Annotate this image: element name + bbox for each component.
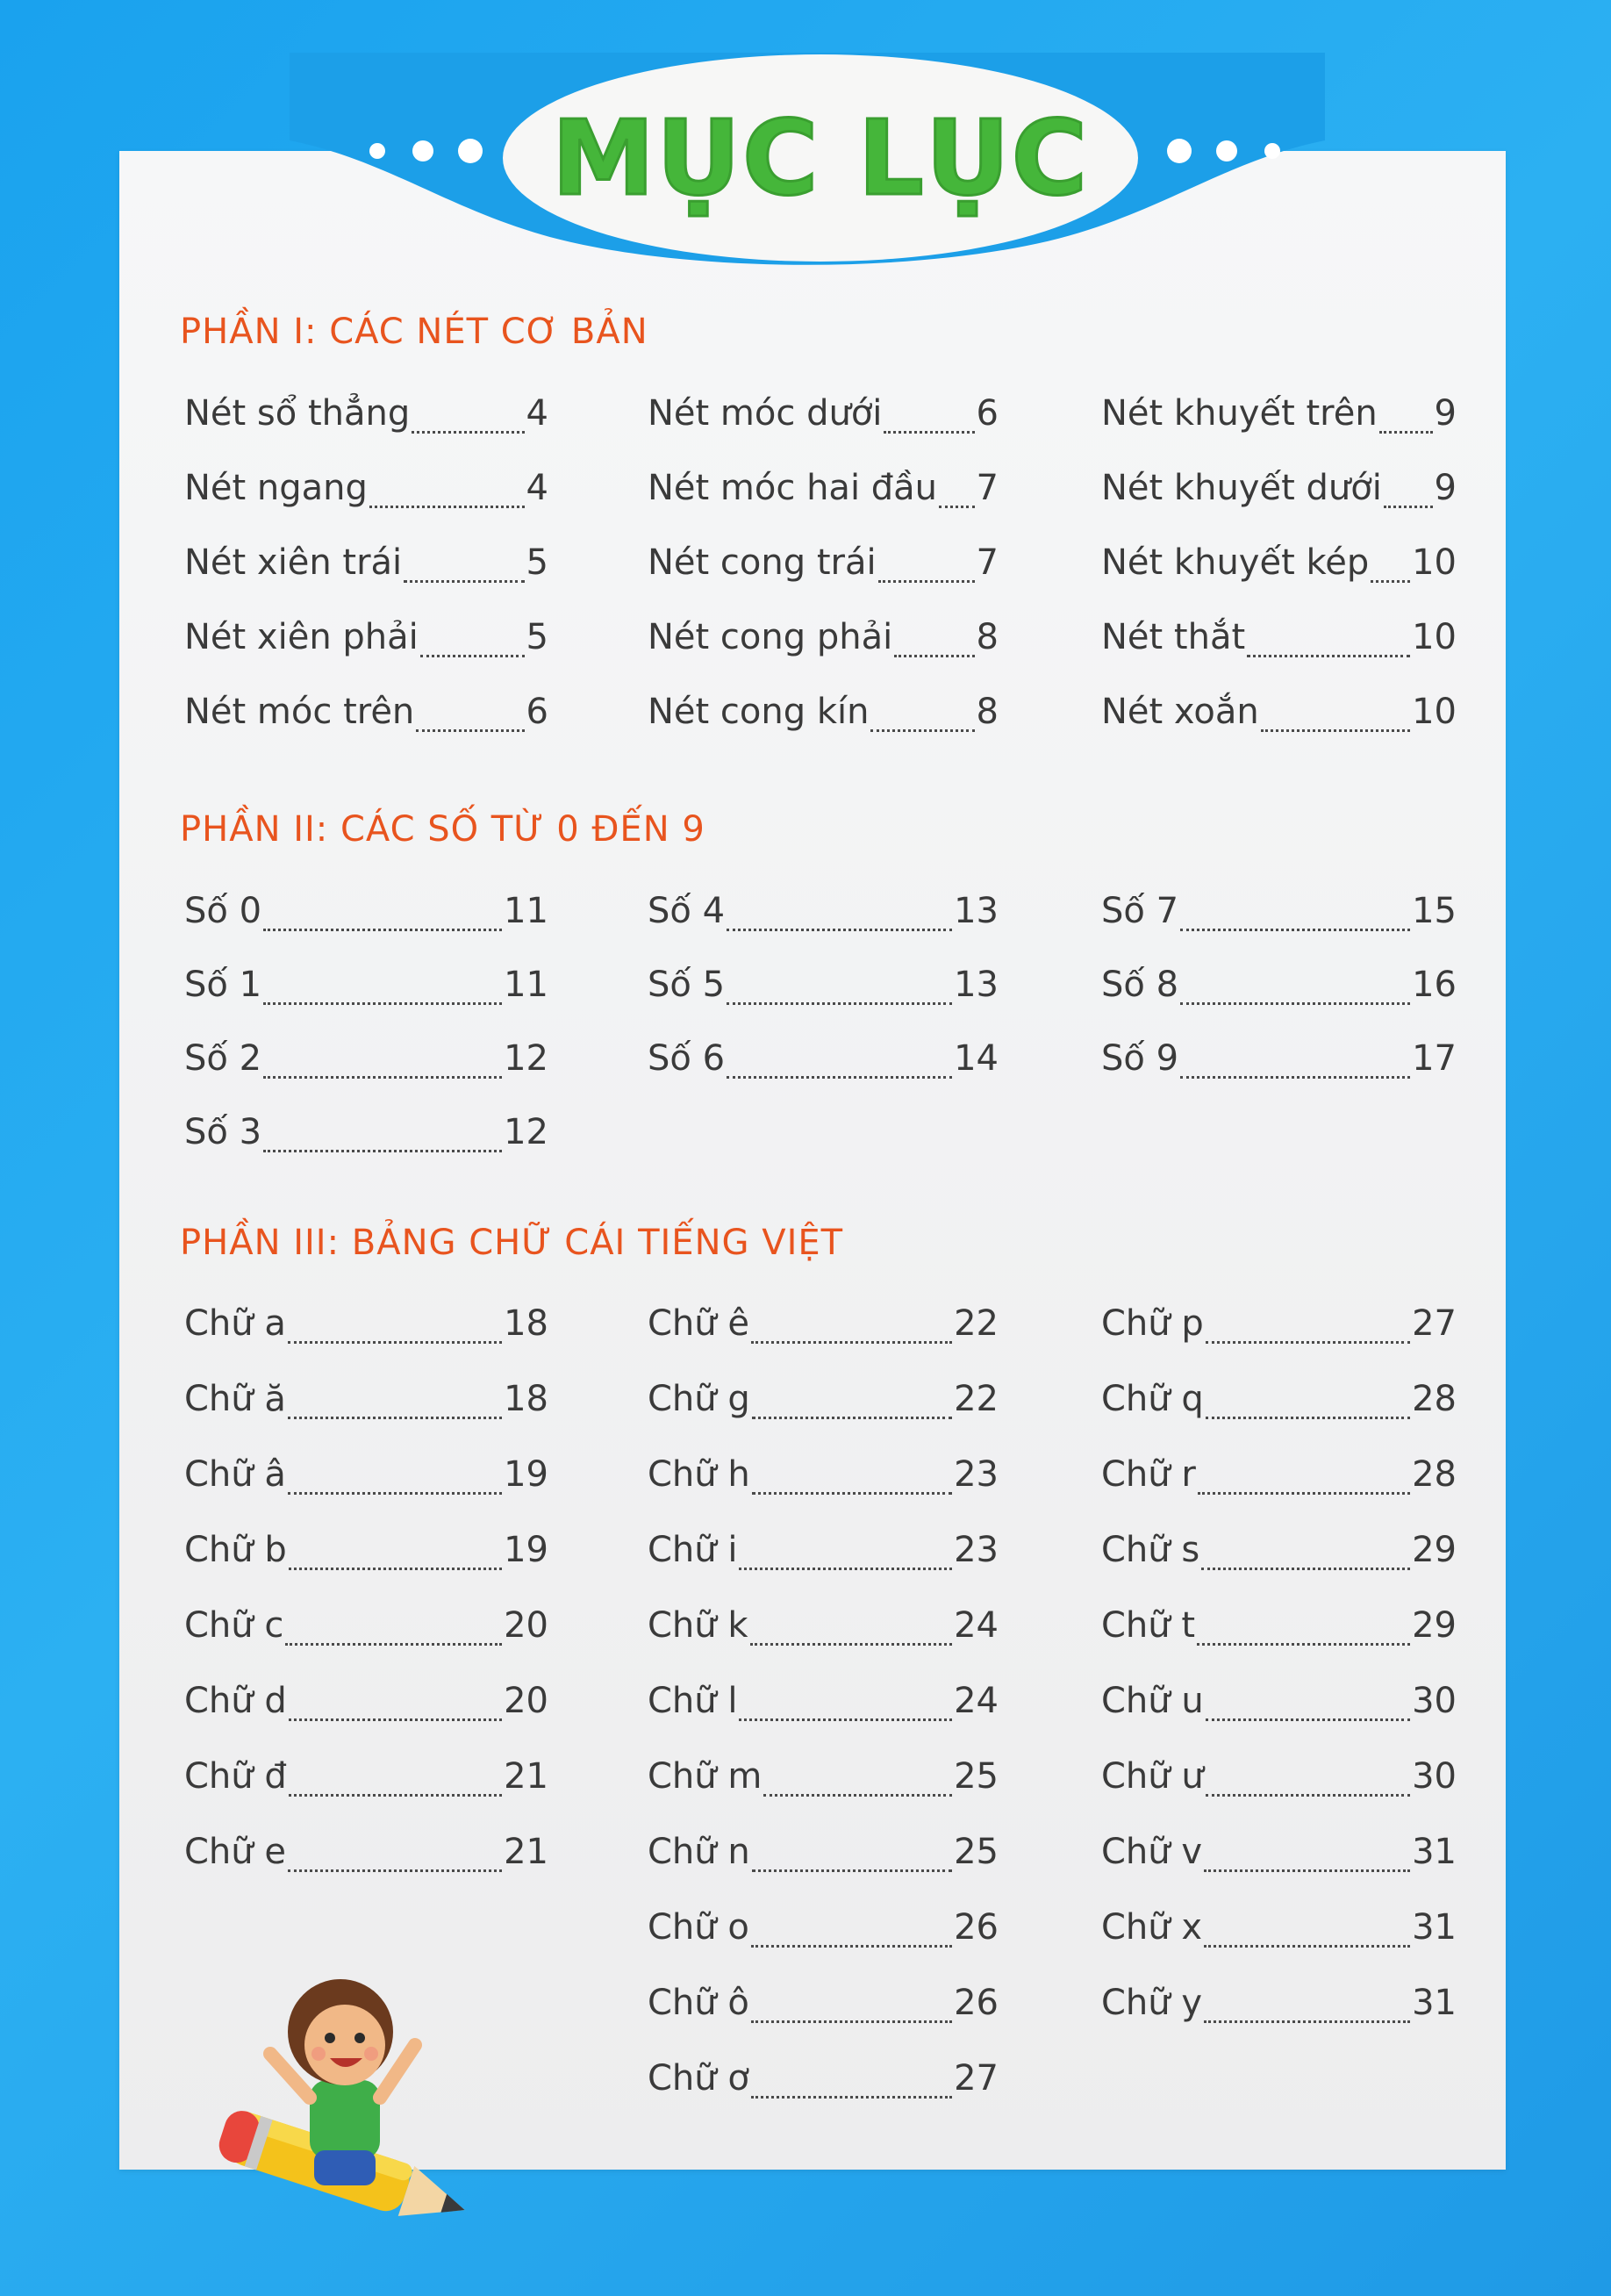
toc-entry-label: Chữ p: [1101, 1303, 1204, 1344]
toc-entry[interactable]: [1101, 891, 1457, 944]
toc-entry-label: Chữ ô: [648, 1983, 749, 2023]
toc-entry[interactable]: [648, 1832, 999, 1884]
toc-entry-label: Số 2: [184, 1038, 262, 1079]
dot-leader: [263, 1071, 502, 1079]
dot-right-2: [1216, 140, 1237, 161]
toc-entry-label: Chữ a: [184, 1303, 286, 1344]
toc-entry[interactable]: [1101, 542, 1457, 595]
dot-leader: [763, 1789, 952, 1797]
toc-entry-page-number: 19: [504, 1530, 548, 1570]
toc-entry-page-number: 29: [1412, 1605, 1457, 1646]
toc-entry[interactable]: [184, 1832, 548, 1884]
toc-entry-page-number: 13: [954, 965, 999, 1005]
toc-entry[interactable]: [1101, 1038, 1457, 1091]
dot-leader: [289, 1713, 502, 1721]
dot-leader: [1371, 575, 1410, 583]
toc-entry[interactable]: [184, 393, 548, 446]
dot-leader: [939, 500, 975, 508]
toc-entry[interactable]: [648, 965, 999, 1017]
dot-leader: [1201, 1562, 1410, 1570]
toc-entry-page-number: 5: [526, 542, 548, 583]
toc-entry-page-number: 24: [954, 1681, 999, 1721]
toc-entry[interactable]: [184, 542, 548, 595]
toc-entry-label: Số 9: [1101, 1038, 1179, 1079]
dot-leader: [1206, 1336, 1410, 1344]
toc-entry-label: Chữ d: [184, 1681, 287, 1721]
toc-entry-page-number: 8: [976, 692, 999, 732]
dot-leader: [894, 649, 974, 657]
toc-entry[interactable]: [1101, 1454, 1457, 1507]
toc-entry-page-number: 29: [1412, 1530, 1457, 1570]
toc-entry[interactable]: [648, 891, 999, 944]
dot-leader: [1206, 1411, 1410, 1419]
dot-leader: [1247, 649, 1410, 657]
toc-entry-page-number: 20: [504, 1681, 548, 1721]
toc-entry[interactable]: [184, 1379, 548, 1431]
toc-entry[interactable]: [648, 1756, 999, 1809]
toc-entry-page-number: 16: [1412, 965, 1457, 1005]
toc-entry-label: Chữ o: [648, 1907, 749, 1948]
dot-leader: [289, 1789, 502, 1797]
toc-entry[interactable]: [184, 891, 548, 944]
dot-leader: [288, 1487, 502, 1495]
dot-leader: [412, 426, 524, 434]
toc-entry-label: Chữ u: [1101, 1681, 1204, 1721]
dot-leader: [420, 649, 525, 657]
toc-entry-label: Chữ s: [1101, 1530, 1200, 1570]
toc-entry[interactable]: [648, 1303, 999, 1356]
dot-leader: [752, 1487, 952, 1495]
toc-entry-page-number: 25: [954, 1756, 999, 1797]
dot-leader: [1180, 997, 1410, 1005]
dot-leader: [751, 1940, 952, 1948]
dot-leader: [1206, 1789, 1410, 1797]
toc-entry-label: Chữ g: [648, 1379, 750, 1419]
dot-left-1: [369, 143, 385, 159]
toc-entry-label: Nét cong trái: [648, 542, 877, 583]
toc-entry-label: Chữ t: [1101, 1605, 1196, 1646]
toc-entry-label: Chữ ơ: [648, 2058, 749, 2099]
toc-entry-label: Chữ e: [184, 1832, 286, 1872]
toc-entry-page-number: 18: [504, 1303, 548, 1344]
dot-left-2: [412, 140, 433, 161]
toc-entry-label: Số 6: [648, 1038, 726, 1079]
dot-leader: [1379, 426, 1433, 434]
toc-entry-page-number: 10: [1412, 542, 1457, 583]
dot-leader: [1204, 1940, 1410, 1948]
toc-entry-page-number: 31: [1412, 1907, 1457, 1948]
dot-leader: [1206, 1713, 1410, 1721]
toc-entry[interactable]: [1101, 1605, 1457, 1658]
page-title: MỤC LỤC: [551, 97, 1090, 219]
toc-entry-label: Nét xoắn: [1101, 692, 1259, 732]
toc-entry-label: Chữ q: [1101, 1379, 1204, 1419]
toc-entry-label: Chữ â: [184, 1454, 286, 1495]
toc-entry-label: Chữ n: [648, 1832, 750, 1872]
toc-entry-label: Nét thắt: [1101, 617, 1246, 657]
toc-entry-label: Chữ k: [648, 1605, 748, 1646]
toc-entry-page-number: 6: [976, 393, 999, 434]
dot-leader: [285, 1638, 502, 1646]
toc-entry-page-number: 18: [504, 1379, 548, 1419]
toc-entry[interactable]: [648, 692, 999, 744]
toc-entry-page-number: 17: [1412, 1038, 1457, 1079]
dot-leader: [884, 426, 974, 434]
toc-entry-page-number: 4: [526, 468, 548, 508]
toc-entry[interactable]: [1101, 1907, 1457, 1960]
toc-entry-label: Chữ y: [1101, 1983, 1203, 2023]
dot-leader: [369, 500, 525, 508]
toc-entry[interactable]: [184, 965, 548, 1017]
toc-entry-label: Nét ngang: [184, 468, 368, 508]
toc-entry-label: Chữ ê: [648, 1303, 749, 1344]
toc-entry[interactable]: [648, 1038, 999, 1091]
dot-leader: [404, 575, 524, 583]
toc-entry-page-number: 28: [1412, 1379, 1457, 1419]
toc-entry-label: Chữ ư: [1101, 1756, 1204, 1797]
dot-right-1: [1167, 139, 1192, 163]
toc-entry-label: Nét móc trên: [184, 692, 415, 732]
dot-leader: [1204, 2015, 1410, 2023]
dot-leader: [1197, 1638, 1410, 1646]
dot-leader: [727, 923, 952, 931]
toc-entry-label: Số 0: [184, 891, 262, 931]
toc-entry[interactable]: [1101, 468, 1457, 520]
toc-entry[interactable]: [648, 1605, 999, 1658]
dot-leader: [739, 1713, 952, 1721]
section-title: PHẦN II: CÁC SỐ TỪ 0 ĐẾN 9: [180, 809, 705, 850]
toc-entry-page-number: 9: [1434, 393, 1457, 434]
toc-entry[interactable]: [1101, 617, 1457, 670]
toc-entry[interactable]: [648, 1379, 999, 1431]
dot-leader: [1180, 923, 1410, 931]
dot-leader: [263, 1144, 502, 1152]
toc-entry-page-number: 15: [1412, 891, 1457, 931]
dot-right-3: [1264, 143, 1280, 159]
toc-entry-label: Số 3: [184, 1112, 262, 1152]
toc-entry-page-number: 23: [954, 1454, 999, 1495]
toc-entry-page-number: 6: [526, 692, 548, 732]
dot-leader: [752, 1864, 952, 1872]
toc-entry-label: Chữ c: [184, 1605, 284, 1646]
toc-entry-page-number: 11: [504, 891, 548, 931]
dot-leader: [870, 724, 974, 732]
toc-entry-page-number: 31: [1412, 1983, 1457, 2023]
toc-entry[interactable]: [648, 1454, 999, 1507]
dot-leader: [727, 1071, 952, 1079]
toc-entry-page-number: 5: [526, 617, 548, 657]
toc-entry-label: Số 4: [648, 891, 726, 931]
toc-entry-page-number: 4: [526, 393, 548, 434]
toc-entry-page-number: 10: [1412, 617, 1457, 657]
toc-entry[interactable]: [648, 1907, 999, 1960]
toc-entry-label: Nét móc hai đầu: [648, 468, 938, 508]
toc-entry-page-number: 7: [976, 468, 999, 508]
kid-on-pencil-illustration: [218, 1948, 481, 2247]
toc-entry-label: Chữ l: [648, 1681, 738, 1721]
toc-entry-label: Nét khuyết kép: [1101, 542, 1370, 583]
toc-entry-label: Chữ đ: [184, 1756, 287, 1797]
toc-entry[interactable]: [1101, 1379, 1457, 1431]
toc-entry-page-number: 21: [504, 1756, 548, 1797]
dot-leader: [727, 997, 952, 1005]
toc-entry-label: Nét cong phải: [648, 617, 893, 657]
toc-entry[interactable]: [648, 393, 999, 446]
dot-leader: [751, 1336, 952, 1344]
toc-entry[interactable]: [184, 1303, 548, 1356]
dot-leader: [416, 724, 524, 732]
dot-leader: [1198, 1487, 1410, 1495]
toc-entry-label: Số 7: [1101, 891, 1179, 931]
toc-entry-label: Chữ x: [1101, 1907, 1203, 1948]
toc-entry-page-number: 24: [954, 1605, 999, 1646]
toc-entry-page-number: 31: [1412, 1832, 1457, 1872]
toc-entry-label: Nét khuyết trên: [1101, 393, 1378, 434]
toc-entry-page-number: 22: [954, 1379, 999, 1419]
toc-entry-page-number: 28: [1412, 1454, 1457, 1495]
toc-entry-page-number: 20: [504, 1605, 548, 1646]
toc-entry[interactable]: [184, 1605, 548, 1658]
toc-entry-page-number: 22: [954, 1303, 999, 1344]
toc-entry-label: Nét cong kín: [648, 692, 870, 732]
toc-entry[interactable]: [648, 542, 999, 595]
dot-leader: [750, 1638, 953, 1646]
toc-entry-page-number: 19: [504, 1454, 548, 1495]
dot-leader: [263, 923, 502, 931]
toc-entry-page-number: 8: [976, 617, 999, 657]
toc-entry-page-number: 9: [1434, 468, 1457, 508]
dot-leader: [1384, 500, 1433, 508]
toc-entry[interactable]: [1101, 1983, 1457, 2035]
dot-left-3: [458, 139, 483, 163]
toc-entry-page-number: 30: [1412, 1681, 1457, 1721]
toc-entry-label: Nét xiên trái: [184, 542, 403, 583]
toc-entry-page-number: 27: [1412, 1303, 1457, 1344]
toc-entry-label: Chữ ă: [184, 1379, 286, 1419]
dot-leader: [751, 2091, 952, 2099]
toc-entry[interactable]: [1101, 1756, 1457, 1809]
toc-entry-page-number: 21: [504, 1832, 548, 1872]
dot-leader: [263, 997, 502, 1005]
toc-entry-label: Nét xiên phải: [184, 617, 419, 657]
toc-entry[interactable]: [184, 1454, 548, 1507]
toc-entry-page-number: 11: [504, 965, 548, 1005]
toc-entry[interactable]: [184, 617, 548, 670]
toc-entry-label: Số 1: [184, 965, 262, 1005]
dot-leader: [289, 1562, 502, 1570]
toc-entry[interactable]: [648, 468, 999, 520]
toc-entry[interactable]: [648, 1983, 999, 2035]
toc-entry[interactable]: [1101, 692, 1457, 744]
dot-leader: [1261, 724, 1410, 732]
toc-entry-page-number: 27: [954, 2058, 999, 2099]
toc-entry[interactable]: [184, 1530, 548, 1582]
toc-entry-label: Nét sổ thẳng: [184, 393, 411, 434]
toc-entry[interactable]: [648, 617, 999, 670]
toc-entry[interactable]: [184, 468, 548, 520]
dot-leader: [1204, 1864, 1410, 1872]
toc-entry[interactable]: [184, 1038, 548, 1091]
dot-leader: [288, 1336, 502, 1344]
toc-entry[interactable]: [1101, 1832, 1457, 1884]
toc-entry-label: Chữ r: [1101, 1454, 1196, 1495]
toc-entry[interactable]: [184, 692, 548, 744]
toc-entry[interactable]: [648, 1681, 999, 1733]
dot-leader: [288, 1864, 502, 1872]
toc-entry-label: Số 5: [648, 965, 726, 1005]
toc-entry[interactable]: [184, 1112, 548, 1165]
toc-entry-label: Số 8: [1101, 965, 1179, 1005]
toc-entry-page-number: 30: [1412, 1756, 1457, 1797]
toc-entry[interactable]: [184, 1681, 548, 1733]
toc-entry-label: Chữ h: [648, 1454, 750, 1495]
toc-entry-page-number: 14: [954, 1038, 999, 1079]
toc-entry[interactable]: [184, 1756, 548, 1809]
toc-entry-page-number: 12: [504, 1038, 548, 1079]
dot-leader: [751, 2015, 952, 2023]
toc-entry-page-number: 26: [954, 1983, 999, 2023]
toc-entry-page-number: 12: [504, 1112, 548, 1152]
toc-entry-label: Chữ v: [1101, 1832, 1203, 1872]
dot-leader: [878, 575, 975, 583]
dot-leader: [1180, 1071, 1410, 1079]
toc-entry-label: Nét móc dưới: [648, 393, 883, 434]
dot-leader: [288, 1411, 502, 1419]
toc-entry[interactable]: [1101, 1681, 1457, 1733]
toc-entry[interactable]: [648, 2058, 999, 2111]
toc-entry-page-number: 10: [1412, 692, 1457, 732]
toc-entry[interactable]: [648, 1530, 999, 1582]
section-title: PHẦN III: BẢNG CHỮ CÁI TIẾNG VIỆT: [180, 1223, 844, 1263]
toc-entry-label: Chữ m: [648, 1756, 763, 1797]
section-title: PHẦN I: CÁC NÉT CƠ BẢN: [180, 312, 648, 352]
toc-entry[interactable]: [1101, 965, 1457, 1017]
toc-entry[interactable]: [1101, 393, 1457, 446]
toc-entry-label: Nét khuyết dưới: [1101, 468, 1382, 508]
toc-entry-page-number: 7: [976, 542, 999, 583]
toc-entry-label: Chữ i: [648, 1530, 738, 1570]
toc-entry-page-number: 23: [954, 1530, 999, 1570]
toc-entry[interactable]: [1101, 1530, 1457, 1582]
toc-entry-page-number: 25: [954, 1832, 999, 1872]
dot-leader: [752, 1411, 952, 1419]
toc-entry-page-number: 26: [954, 1907, 999, 1948]
dot-leader: [739, 1562, 952, 1570]
toc-entry[interactable]: [1101, 1303, 1457, 1356]
toc-entry-label: Chữ b: [184, 1530, 287, 1570]
toc-entry-page-number: 13: [954, 891, 999, 931]
